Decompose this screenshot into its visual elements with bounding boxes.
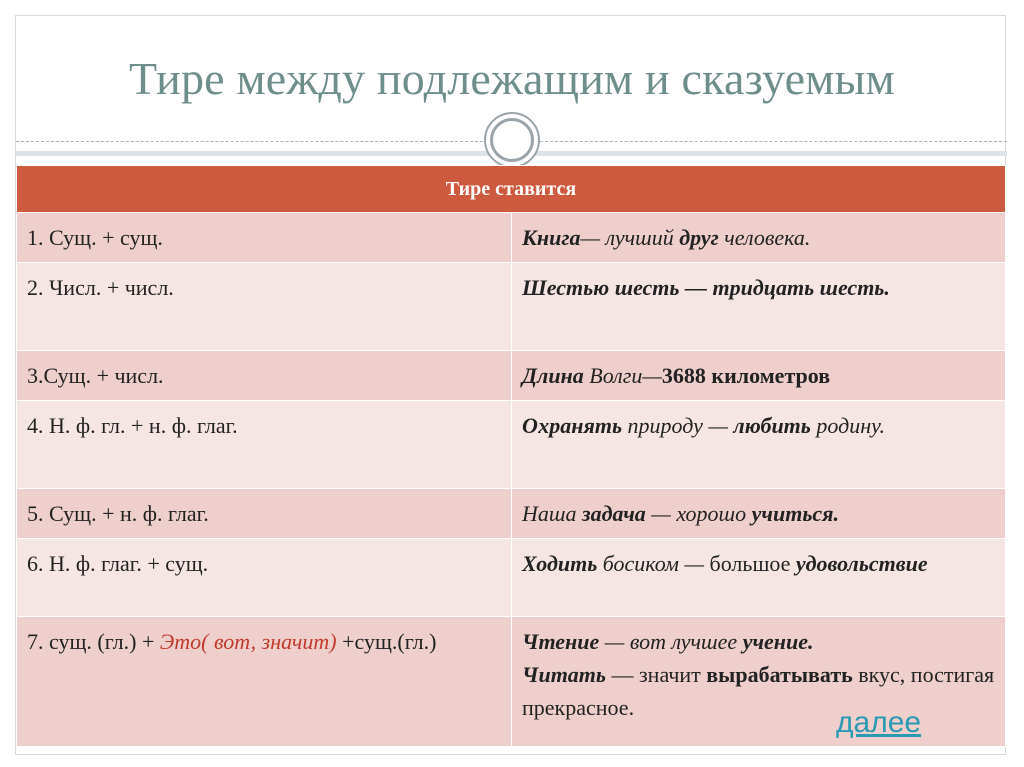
example-fragment: Шестью шесть — тридцать шесть. [522, 275, 890, 300]
rule-fragment: Это( вот, значит) [159, 629, 337, 654]
rule-cell: 6. Н. ф. глаг. + сущ. [17, 539, 512, 617]
example-fragment: 3688 километров [661, 363, 831, 388]
example-cell [512, 401, 1006, 489]
example-cell [512, 489, 1006, 539]
rule-cell: 3.Сущ. + числ. [17, 351, 512, 401]
example-fragment: удовольствие [795, 551, 928, 576]
example-cell [512, 263, 1006, 351]
page-title: Тире между подлежащим и сказуемым [129, 53, 895, 104]
example-fragment: — хорошо [645, 501, 752, 526]
table-row [17, 263, 1006, 351]
example-fragment: Длина [522, 363, 584, 388]
example-fragment: учиться. [751, 501, 839, 526]
table-row [17, 489, 1006, 539]
table-row [17, 213, 1006, 263]
rules-table [16, 165, 1006, 747]
rule-cell: 4. Н. ф. гл. + н. ф. глаг. [17, 401, 512, 489]
example-cell [512, 617, 1006, 747]
example-fragment: учение. [742, 629, 814, 654]
example-fragment: Чтение [522, 629, 600, 654]
example-fragment: Волги— [583, 363, 662, 388]
table-row [17, 351, 1006, 401]
example-fragment: большое [709, 551, 796, 576]
example-fragment: задача [582, 501, 646, 526]
next-link[interactable]: далее [836, 706, 922, 739]
example-fragment: босиком — [597, 551, 710, 576]
example-cell [512, 213, 1006, 263]
ornament-circle-inner [490, 118, 534, 162]
example-fragment: любить [733, 413, 811, 438]
example-fragment: — вот лучшее [599, 629, 743, 654]
rule-cell: 5. Сущ. + н. ф. глаг. [17, 489, 512, 539]
table-header: Тире ставится [17, 166, 1006, 213]
example-fragment: Читать [522, 662, 606, 687]
example-fragment: — лучший [580, 225, 680, 250]
example-fragment: родину. [810, 413, 885, 438]
rule-cell [17, 617, 512, 747]
example-fragment: вырабатывать [706, 662, 853, 687]
example-fragment: природу — [622, 413, 734, 438]
rule-fragment: +сущ.(гл.) [336, 629, 437, 654]
example-fragment: Книга [522, 225, 581, 250]
example-cell [512, 539, 1006, 617]
rule-cell: 1. Сущ. + сущ. [17, 213, 512, 263]
example-fragment: друг [679, 225, 719, 250]
table-row [17, 539, 1006, 617]
example-fragment: Ходить [522, 551, 598, 576]
example-fragment: — значит [605, 662, 707, 687]
table-row [17, 401, 1006, 489]
rule-fragment: 7. сущ. (гл.) + [27, 629, 160, 654]
example-cell [512, 351, 1006, 401]
example-fragment: человека. [718, 225, 811, 250]
example-fragment: Охранять [522, 413, 623, 438]
example-fragment: вкус, постигая прекрасное. [522, 662, 995, 720]
example-fragment: Наша [522, 501, 582, 526]
rule-cell: 2. Числ. + числ. [17, 263, 512, 351]
